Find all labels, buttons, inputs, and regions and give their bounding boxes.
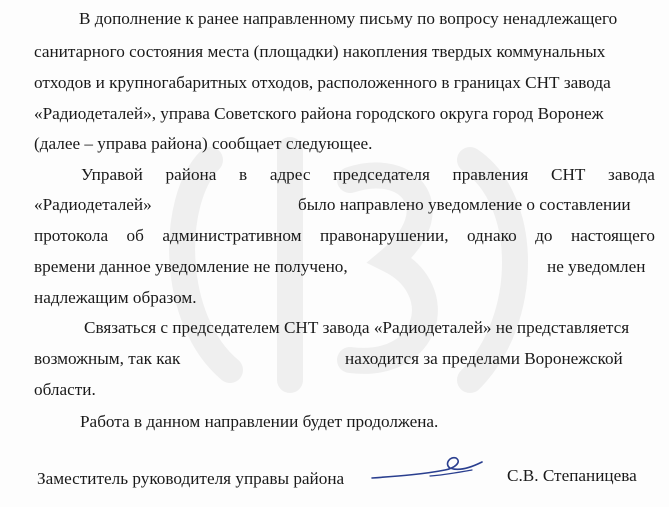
signatory-position: Заместитель руководителя управы района bbox=[37, 469, 345, 488]
word: до bbox=[535, 226, 553, 245]
paragraph-2-line-2b: было направлено уведомление о составлении bbox=[298, 195, 631, 214]
word: завода bbox=[608, 165, 655, 184]
word: об bbox=[126, 226, 144, 245]
handwritten-signature bbox=[370, 448, 490, 488]
paragraph-2-line-3 bbox=[34, 226, 655, 246]
paragraph-3-line-2a: возможным, так как bbox=[34, 349, 181, 368]
word: правонарушении, bbox=[319, 226, 449, 245]
paragraph-2-line-4b: не уведомлен bbox=[547, 257, 646, 276]
paragraph-2-line-5: надлежащим образом. bbox=[34, 288, 197, 307]
paragraph-3-line-2b: находится за пределами Воронежской bbox=[345, 349, 623, 368]
paragraph-4-line-1: Работа в данном направлении будет продолжена. bbox=[80, 412, 439, 431]
paragraph-1-line-3: отходов и крупногабаритных отходов, расположенного в границах СНТ завода bbox=[34, 73, 611, 92]
paragraph-2-line-4a: времени данное уведомление не получено, bbox=[34, 257, 348, 276]
word: однако bbox=[466, 226, 517, 245]
paragraph-3-line-3: области. bbox=[34, 380, 96, 399]
paragraph-2-line-1 bbox=[81, 165, 655, 185]
paragraph-2-line-2a: «Радиодеталей» bbox=[34, 195, 152, 214]
word: административном bbox=[162, 226, 302, 245]
word: в bbox=[239, 165, 248, 184]
paragraph-3-line-1: Связаться с председателем СНТ завода «Радиодеталей» не представляется bbox=[84, 318, 630, 337]
word: СНТ bbox=[551, 165, 586, 184]
paragraph-1-line-5: (далее – управа района) сообщает следующее. bbox=[34, 134, 373, 153]
word: адрес bbox=[269, 165, 311, 184]
word: правления bbox=[452, 165, 529, 184]
paragraph-1-line-1: В дополнение к ранее направленному письму по вопросу ненадлежащего bbox=[79, 9, 618, 28]
word: протокола bbox=[34, 226, 109, 245]
word: Управой bbox=[81, 165, 143, 184]
word: района bbox=[165, 165, 217, 184]
paragraph-1-line-2: санитарного состояния места (площадки) накопления твердых коммунальных bbox=[34, 42, 606, 61]
word: председателя bbox=[333, 165, 430, 184]
signatory-name: С.В. Степаницева bbox=[507, 466, 637, 485]
paragraph-1-line-4: «Радиодеталей», управа Советского района городского округа город Воронеж bbox=[34, 104, 604, 123]
word: настоящего bbox=[570, 226, 655, 245]
